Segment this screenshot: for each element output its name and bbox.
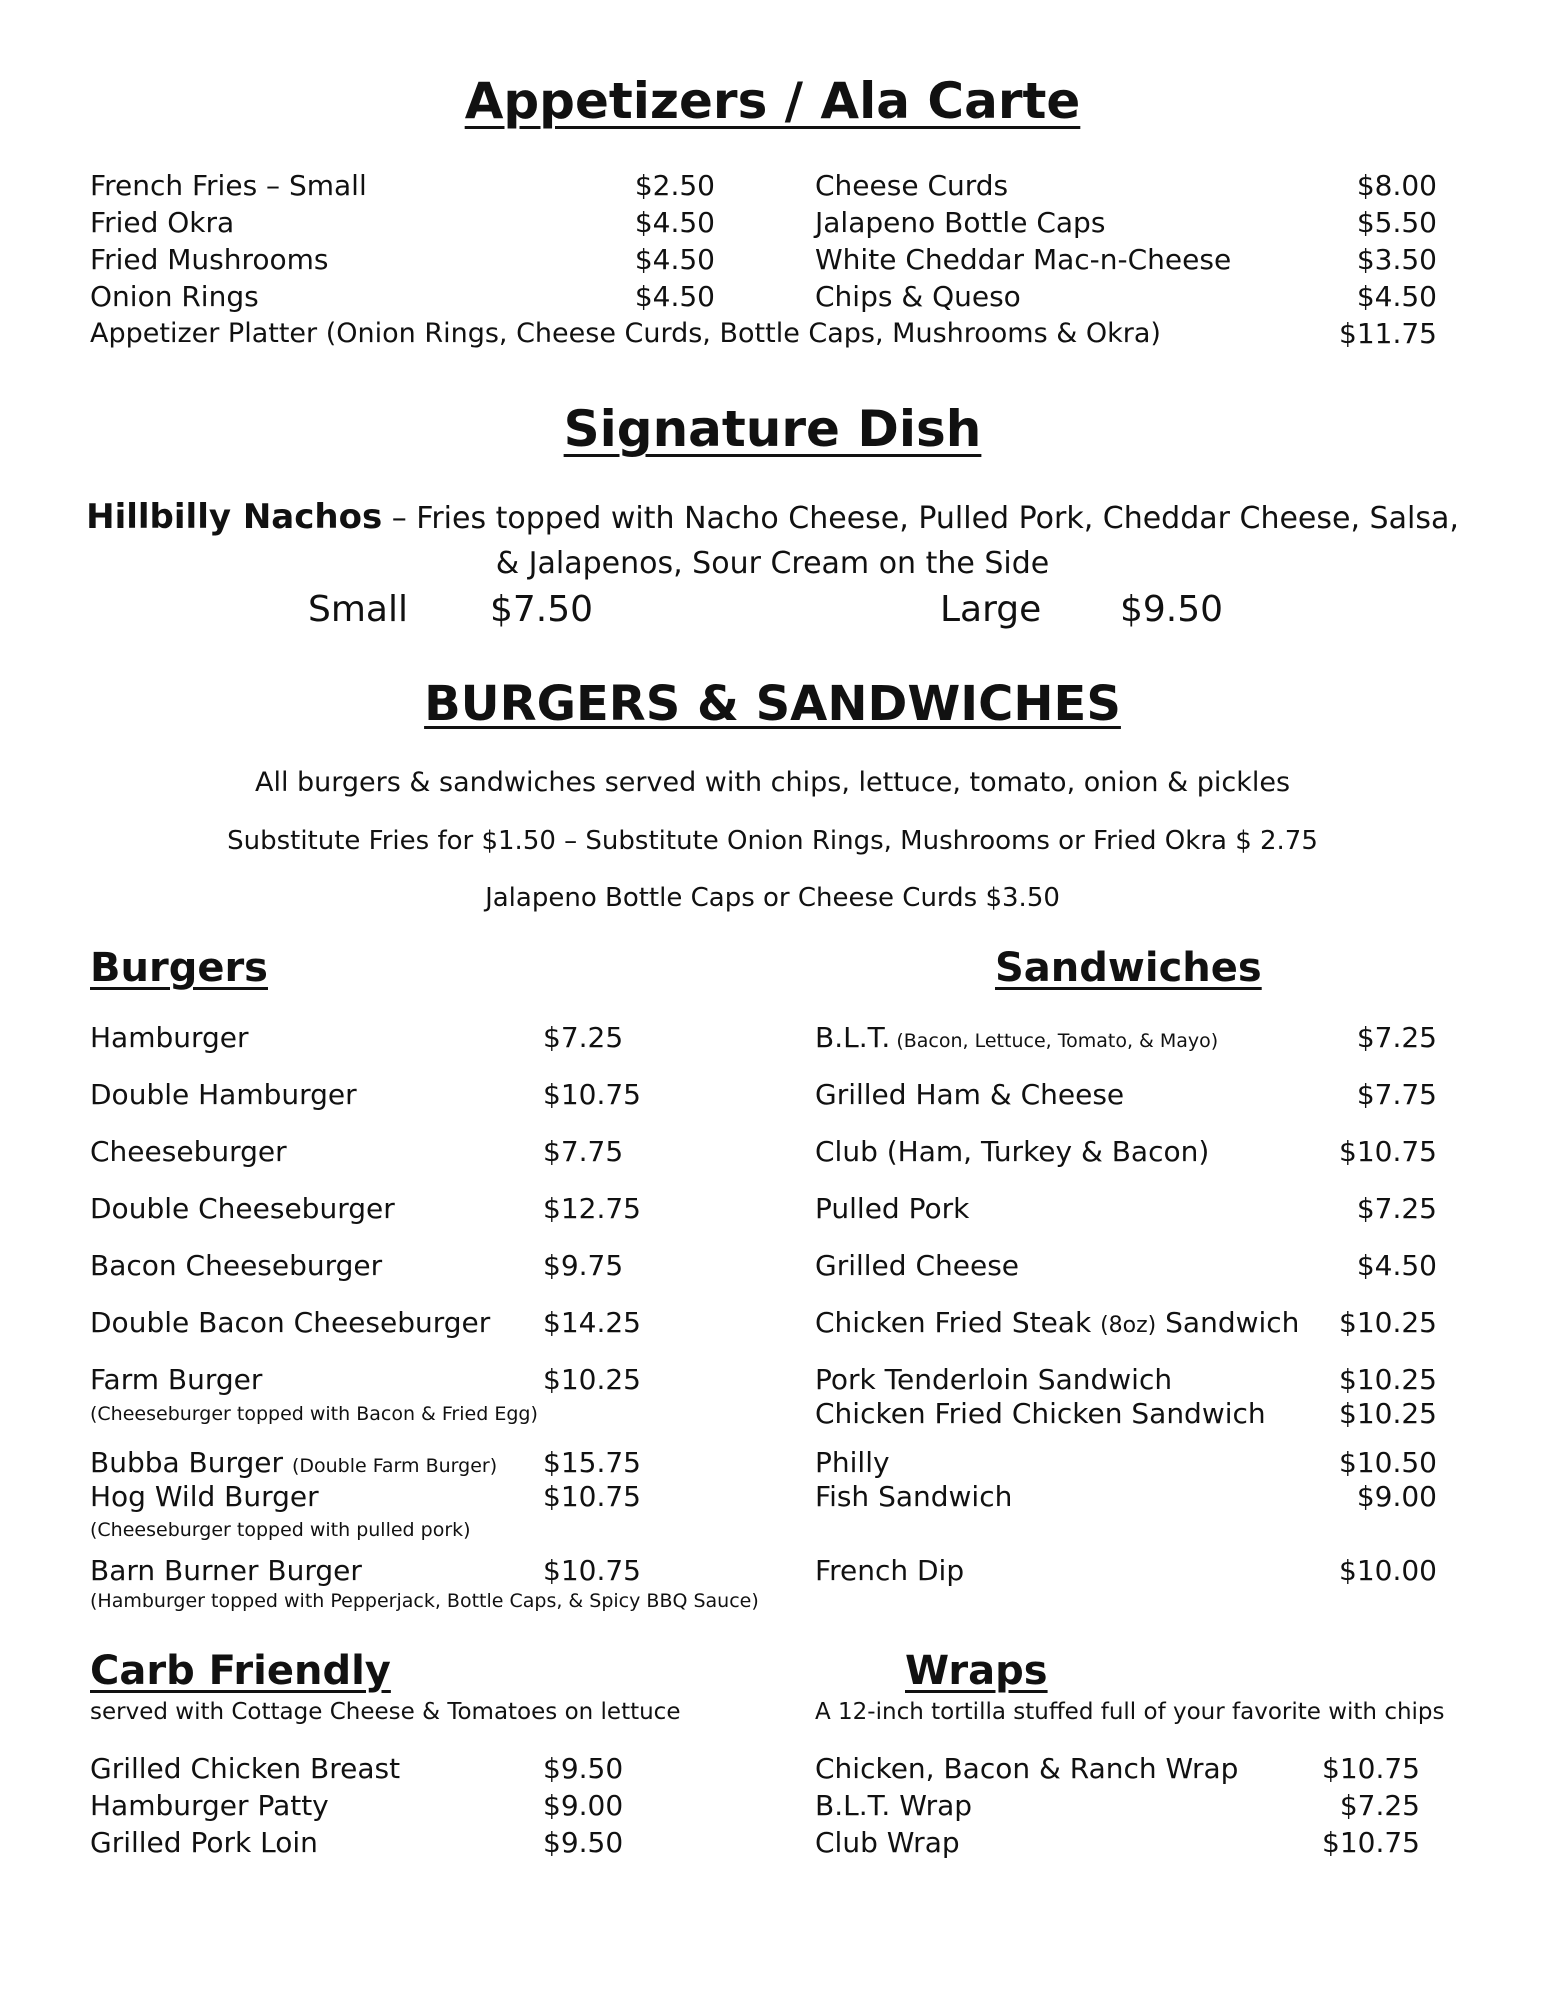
sandwich-price: $9.00 <box>1356 1480 1437 1513</box>
burger-name: Barn Burner Burger <box>90 1554 362 1587</box>
sandwich-name: Chicken Fried Steak <box>815 1306 1092 1339</box>
burger-price: $7.25 <box>543 1021 624 1054</box>
burger-price: $14.25 <box>543 1306 641 1339</box>
carb-item-name: Hamburger Patty <box>90 1789 329 1822</box>
appetizer-name: Onion Rings <box>90 280 259 313</box>
burger-name: Bubba Burger <box>90 1446 284 1479</box>
burger-price: $10.75 <box>543 1554 641 1587</box>
burger-name: Hamburger <box>90 1021 249 1054</box>
appetizer-price: $8.00 <box>1356 169 1437 202</box>
burgers-note-2: Substitute Fries for $1.50 – Substitute Onion Rings, Mushrooms or Fried Okra $ 2.75 <box>227 826 1318 856</box>
sandwich-price: $7.25 <box>1356 1021 1437 1054</box>
sandwich-name: Fish Sandwich <box>815 1480 1013 1513</box>
signature-small-label: Small <box>308 589 408 630</box>
burger-price: $7.75 <box>543 1135 624 1168</box>
wrap-name: Club Wrap <box>815 1826 960 1859</box>
burger-desc: (Cheeseburger topped with Bacon & Fried Egg) <box>90 1403 538 1425</box>
sandwiches-title: Sandwiches <box>995 945 1262 991</box>
appetizer-platter-name: Appetizer Platter (Onion Rings, Cheese Curds, Bottle Caps, Mushrooms & Okra) <box>90 318 1161 349</box>
carb-friendly-title: Carb Friendly <box>90 1648 391 1694</box>
sandwich-name: B.L.T. <box>815 1021 891 1054</box>
signature-desc-line1: – Fries topped with Nacho Cheese, Pulled Pork, Cheddar Cheese, Salsa, <box>382 501 1459 536</box>
burger-price: $9.75 <box>543 1249 624 1282</box>
appetizer-price: $4.50 <box>634 206 715 239</box>
sandwich-price: $10.50 <box>1339 1446 1437 1479</box>
appetizer-price: $3.50 <box>1356 243 1437 276</box>
burger-inline-desc: (Double Farm Burger) <box>291 1455 498 1477</box>
sandwich-price: $10.25 <box>1339 1363 1437 1396</box>
carb-item-name: Grilled Chicken Breast <box>90 1752 401 1785</box>
sandwich-name: Pork Tenderloin Sandwich <box>815 1363 1173 1396</box>
burger-price: $10.25 <box>543 1363 641 1396</box>
appetizer-name: Fried Okra <box>90 206 235 239</box>
appetizer-name: White Cheddar Mac-n-Cheese <box>815 243 1232 276</box>
wrap-price: $10.75 <box>1322 1826 1420 1859</box>
signature-dish-name: Hillbilly Nachos <box>86 497 383 537</box>
appetizer-name: Jalapeno Bottle Caps <box>815 206 1106 239</box>
appetizer-name: Chips & Queso <box>815 280 1021 313</box>
burger-price: $10.75 <box>543 1480 641 1513</box>
signature-title: Signature Dish <box>563 400 982 458</box>
burger-desc: (Hamburger topped with Pepperjack, Bottle Caps, & Spicy BBQ Sauce) <box>90 1590 759 1612</box>
sandwich-price: $4.50 <box>1356 1249 1437 1282</box>
sandwich-name: French Dip <box>815 1554 965 1587</box>
carb-item-name: Grilled Pork Loin <box>90 1826 318 1859</box>
signature-large-label: Large <box>940 589 1042 630</box>
burger-price: $10.75 <box>543 1078 641 1111</box>
sandwich-name: Club (Ham, Turkey & Bacon) <box>815 1135 1210 1168</box>
sandwich-price: $10.25 <box>1339 1397 1437 1430</box>
signature-desc-line2: & Jalapenos, Sour Cream on the Side <box>495 546 1050 581</box>
appetizer-price: $2.50 <box>634 169 715 202</box>
sandwich-price: $7.75 <box>1356 1078 1437 1111</box>
wrap-name: B.L.T. Wrap <box>815 1789 973 1822</box>
burger-name: Double Cheeseburger <box>90 1192 395 1225</box>
sandwich-name-row <box>815 1305 1299 1344</box>
sandwich-price: $7.25 <box>1356 1192 1437 1225</box>
appetizer-name: Cheese Curds <box>815 169 1009 202</box>
sandwich-name-suffix: Sandwich <box>1165 1306 1300 1339</box>
sandwich-name: Pulled Pork <box>815 1192 970 1225</box>
burgers-sandwiches-title: BURGERS & SANDWICHES <box>424 676 1121 732</box>
appetizer-price: $5.50 <box>1356 206 1437 239</box>
appetizer-platter-price: $11.75 <box>1339 317 1437 350</box>
burger-price: $15.75 <box>543 1446 641 1479</box>
appetizer-price: $4.50 <box>634 280 715 313</box>
burgers-note-3: Jalapeno Bottle Caps or Cheese Curds $3.50 <box>485 883 1060 913</box>
carb-friendly-subtitle: served with Cottage Cheese & Tomatoes on lettuce <box>90 1699 681 1725</box>
wraps-subtitle: A 12-inch tortilla stuffed full of your favorite with chips <box>815 1699 1445 1725</box>
appetizer-price: $4.50 <box>634 243 715 276</box>
carb-item-price: $9.00 <box>543 1789 624 1822</box>
sandwich-price: $10.25 <box>1339 1306 1437 1339</box>
burger-name: Farm Burger <box>90 1363 263 1396</box>
signature-large-price: $9.50 <box>1120 589 1224 630</box>
sandwich-name: Grilled Cheese <box>815 1249 1020 1282</box>
burger-name: Double Bacon Cheeseburger <box>90 1306 491 1339</box>
wrap-price: $10.75 <box>1322 1752 1420 1785</box>
signature-small-price: $7.50 <box>490 589 594 630</box>
carb-item-price: $9.50 <box>543 1826 624 1859</box>
sandwich-price: $10.00 <box>1339 1554 1437 1587</box>
burger-desc: (Cheeseburger topped with pulled pork) <box>90 1519 471 1541</box>
signature-line1 <box>0 498 1545 538</box>
sandwich-inline-desc: (8oz) <box>1100 1313 1157 1338</box>
wrap-name: Chicken, Bacon & Ranch Wrap <box>815 1752 1239 1785</box>
sandwich-name: Chicken Fried Chicken Sandwich <box>815 1397 1266 1430</box>
burger-name: Bacon Cheeseburger <box>90 1249 383 1282</box>
carb-item-price: $9.50 <box>543 1752 624 1785</box>
burgers-note-1: All burgers & sandwiches served with chips, lettuce, tomato, onion & pickles <box>254 767 1291 798</box>
sandwich-name: Philly <box>815 1446 890 1479</box>
burger-name: Hog Wild Burger <box>90 1480 319 1513</box>
sandwich-name: Grilled Ham & Cheese <box>815 1078 1125 1111</box>
burger-price: $12.75 <box>543 1192 641 1225</box>
burgers-title: Burgers <box>90 945 268 991</box>
appetizer-name: French Fries – Small <box>90 169 367 202</box>
burger-name: Double Hamburger <box>90 1078 357 1111</box>
appetizers-title: Appetizers / Ala Carte <box>464 72 1081 130</box>
sandwich-name-row <box>815 1020 1218 1059</box>
wrap-price: $7.25 <box>1339 1789 1420 1822</box>
sandwich-inline-desc: (Bacon, Lettuce, Tomato, & Mayo) <box>890 1030 1219 1052</box>
appetizer-price: $4.50 <box>1356 280 1437 313</box>
burger-name: Cheeseburger <box>90 1135 287 1168</box>
sandwich-price: $10.75 <box>1339 1135 1437 1168</box>
appetizer-name: Fried Mushrooms <box>90 243 329 276</box>
wraps-title: Wraps <box>905 1648 1048 1694</box>
